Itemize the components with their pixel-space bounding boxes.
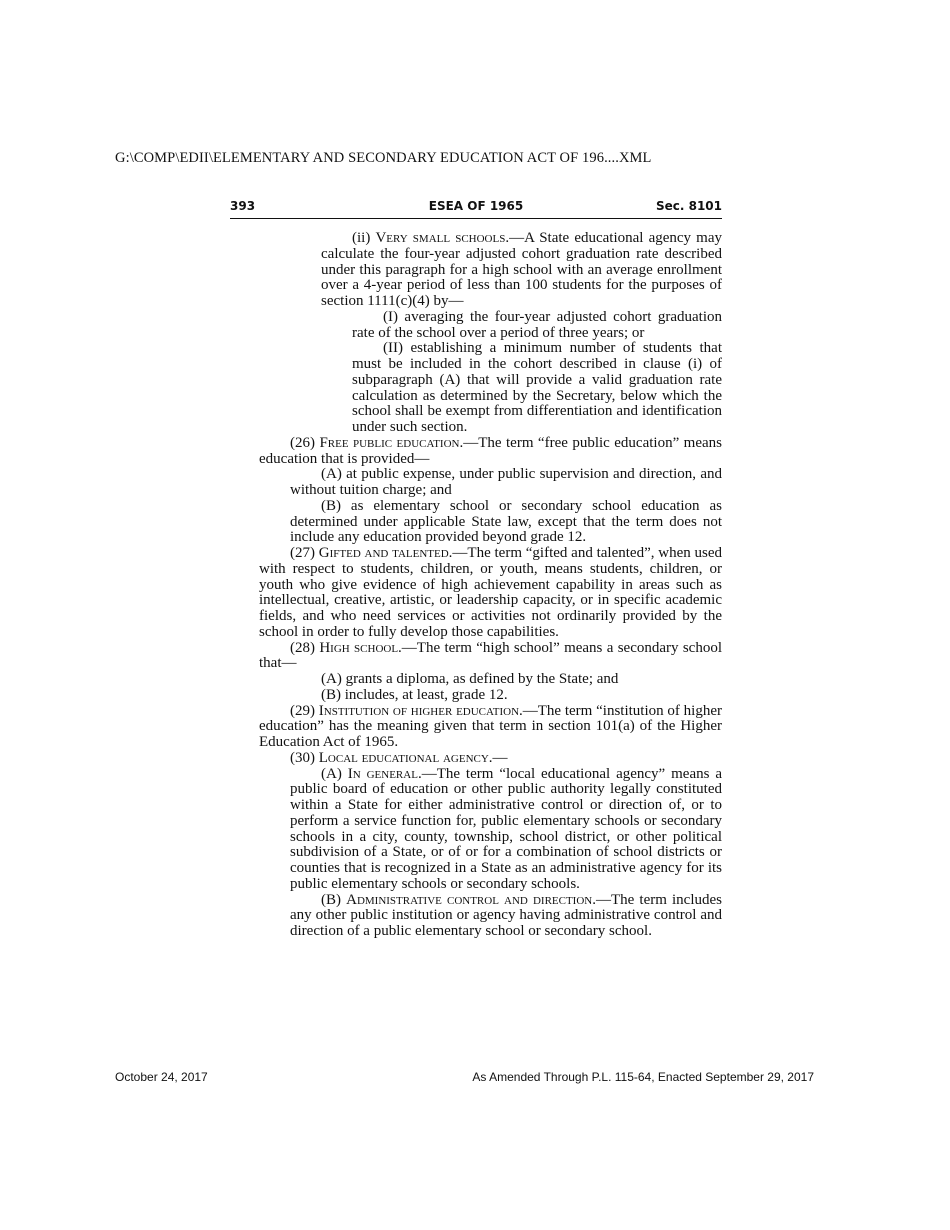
paragraph-29: (29) Institution of higher education.—The term “institution of higher education” has the meaning given that term in section 101(a) of the Higher Education Act of 1965.: [259, 702, 722, 750]
file-path: G:\COMP\EDII\ELEMENTARY AND SECONDARY EDUCATION ACT OF 196....XML: [115, 150, 652, 166]
paragraph-28: (28) High school.—The term “high school” means a secondary school that—: [259, 639, 722, 672]
subparagraph-26-B: (B) as elementary school or secondary school education as determined under applicable State law, except that the term does not include any education provided beyond grade 12.: [290, 497, 722, 546]
paragraph-27: (27) Gifted and talented.—The term “gifted and talented”, when used with respect to students, children, or youth, means students, children, or youth who give evidence of high achievement capability in areas such as intellectual, creative, artistic, or leadership capacity, or in specific academic fields, and who need services or activities not ordinarily provided by the school in order to fully develop those capabilities.: [259, 545, 722, 640]
page-number: 393: [230, 199, 256, 213]
subparagraph-26-A: (A) at public expense, under public supervision and direction, and without tuition charge; and: [290, 466, 722, 498]
footer-date: October 24, 2017: [115, 1070, 208, 1084]
footer-amended-through: As Amended Through P.L. 115-64, Enacted September 29, 2017: [472, 1070, 814, 1084]
subparagraph-30-A: (A) In general.—The term “local educational agency” means a public board of education or other public authority legally constituted within a State for either administrative control or direction of, or to perform a service function for, public elementary schools or secondary schools in a city, county, township, school district, or other political subdivision of a State, or of or for a combination of school districts or counties that is recognized in a State as an administrative agency for its public elementary schools or secondary schools.: [290, 765, 723, 892]
subclause-25-ii-I: (I) averaging the four-year adjusted cohort graduation rate of the school over a period of three years; or: [352, 308, 722, 341]
running-title: ESEA OF 1965: [428, 199, 524, 213]
statute-text: [259, 231, 722, 940]
subparagraph-30-B: (B) Administrative control and direction.—The term includes any other public institution or agency having administrative control and direction of a public elementary school or secondary school.: [290, 891, 723, 939]
paragraph-26: (26) Free public education.—The term “free public education” means education that is provided—: [259, 434, 722, 467]
section-label: Sec. 8101: [655, 199, 722, 213]
running-head: [230, 198, 722, 219]
subclause-25-ii-II: (II) establishing a minimum number of students that must be included in the cohort described in clause (i) of subparagraph (A) that will provide a valid graduation rate calculation as determined by the Secretary, below which the school shall be exempt from differentiation and identification under such section.: [352, 340, 722, 435]
paragraph-30: (30) Local educational agency.—: [290, 749, 508, 766]
subparagraph-28-B: (B) includes, at least, grade 12.: [321, 686, 508, 703]
subparagraph-28-A: (A) grants a diploma, as defined by the State; and: [321, 671, 619, 687]
clause-25-ii: (ii) Very small schools.—A State educational agency may calculate the four-year adjusted cohort graduation rate described under this paragraph for a high school with an average enrollment over a 4-year period of less than 100 students for the purposes of section 1111(c)(4) by—: [321, 230, 722, 309]
